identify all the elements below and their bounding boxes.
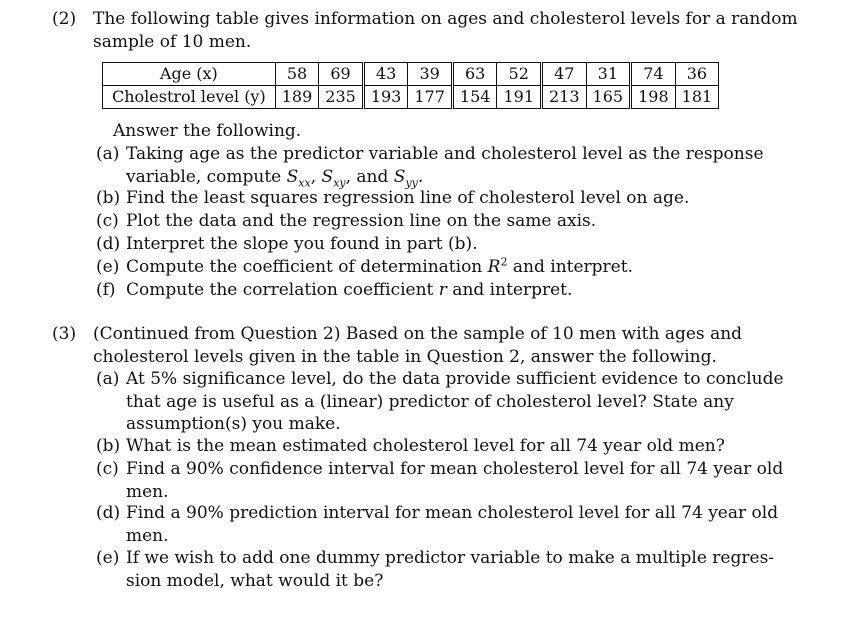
item-text: Compute the coefficient of determination $R^2$ and interpret.: [126, 255, 633, 277]
table-cell: 39: [408, 63, 453, 86]
item-text: Interpret the slope you found in part (b).: [126, 234, 478, 254]
row-label-cholesterol: Cholestrol level (y): [103, 86, 276, 109]
table-cell: 36: [675, 63, 719, 86]
item-label: (a): [96, 369, 120, 389]
item-text: At 5% significance level, do the data provide sufficient evidence to conclude: [126, 369, 784, 389]
item-text: If we wish to add one dummy predictor variable to make a multiple regres-: [126, 548, 775, 568]
data-table: [102, 62, 719, 109]
answer-prompt: Answer the following.: [113, 121, 302, 141]
item-label: (e): [96, 548, 120, 568]
item-label: (f): [96, 280, 116, 300]
table-cell: 189: [275, 86, 319, 109]
table-cell: 69: [319, 63, 364, 86]
table-cell: 58: [275, 63, 319, 86]
table-row-cholesterol: [103, 86, 719, 109]
item-label: (d): [96, 503, 121, 523]
table-row-age: [103, 63, 719, 86]
item-label: (a): [96, 144, 120, 164]
table-cell: 165: [586, 86, 631, 109]
row-label-age: Age (x): [103, 63, 276, 86]
item-text: What is the mean estimated cholesterol level for all 74 year old men?: [126, 436, 725, 456]
item-label: (c): [96, 211, 119, 231]
table-cell: 47: [542, 63, 587, 86]
table-cell: 181: [675, 86, 719, 109]
question-intro: [93, 323, 743, 368]
table-cell: 63: [452, 63, 497, 86]
table-cell: 191: [497, 86, 542, 109]
item-text: Find a 90% prediction interval for mean cholesterol level for all 74 year old: [126, 503, 779, 523]
item-text: Find a 90% confidence interval for mean cholesterol level for all 74 year old: [126, 459, 784, 479]
item-label: (d): [96, 234, 121, 254]
item-text: sion model, what would it be?: [126, 570, 384, 591]
intro-line: The following table gives information on ages and cholesterol levels for a random: [93, 9, 798, 29]
question-number: (3): [52, 324, 77, 344]
item-text: Compute the correlation coefficient r and interpret.: [126, 280, 573, 300]
table-cell: 213: [542, 86, 587, 109]
item-text: men.: [126, 481, 169, 502]
table-cell: 74: [631, 63, 676, 86]
intro-line: cholesterol levels given in the table in Question 2, answer the following.: [93, 346, 717, 367]
item-label: (b): [96, 436, 121, 456]
item-text: that age is useful as a (linear) predictor of cholesterol level? State any: [126, 391, 734, 412]
item-text: Find the least squares regression line of cholesterol level on age.: [126, 188, 690, 208]
question-number: (2): [52, 9, 77, 29]
table-cell: 235: [319, 86, 364, 109]
table-cell: 177: [408, 86, 453, 109]
intro-line: (Continued from Question 2) Based on the sample of 10 men with ages and: [93, 324, 743, 344]
item-label: (e): [96, 257, 120, 277]
table-cell: 52: [497, 63, 542, 86]
table-cell: 198: [631, 86, 676, 109]
intro-line: sample of 10 men.: [93, 31, 252, 52]
table-cell: 193: [363, 86, 408, 109]
item-text: Taking age as the predictor variable and cholesterol level as the response: [126, 144, 764, 164]
question-intro: [93, 8, 798, 53]
item-text: assumption(s) you make.: [126, 414, 341, 434]
item-label: (c): [96, 459, 119, 479]
item-text: variable, compute $S_{xx}$, $S_{xy}$, and $S_{yy}$.: [126, 166, 424, 189]
table-cell: 31: [586, 63, 631, 86]
table-cell: 154: [452, 86, 497, 109]
item-label: (b): [96, 188, 121, 208]
item-text: Plot the data and the regression line on the same axis.: [126, 211, 597, 231]
item-text: men.: [126, 525, 169, 546]
table-cell: 43: [363, 63, 408, 86]
